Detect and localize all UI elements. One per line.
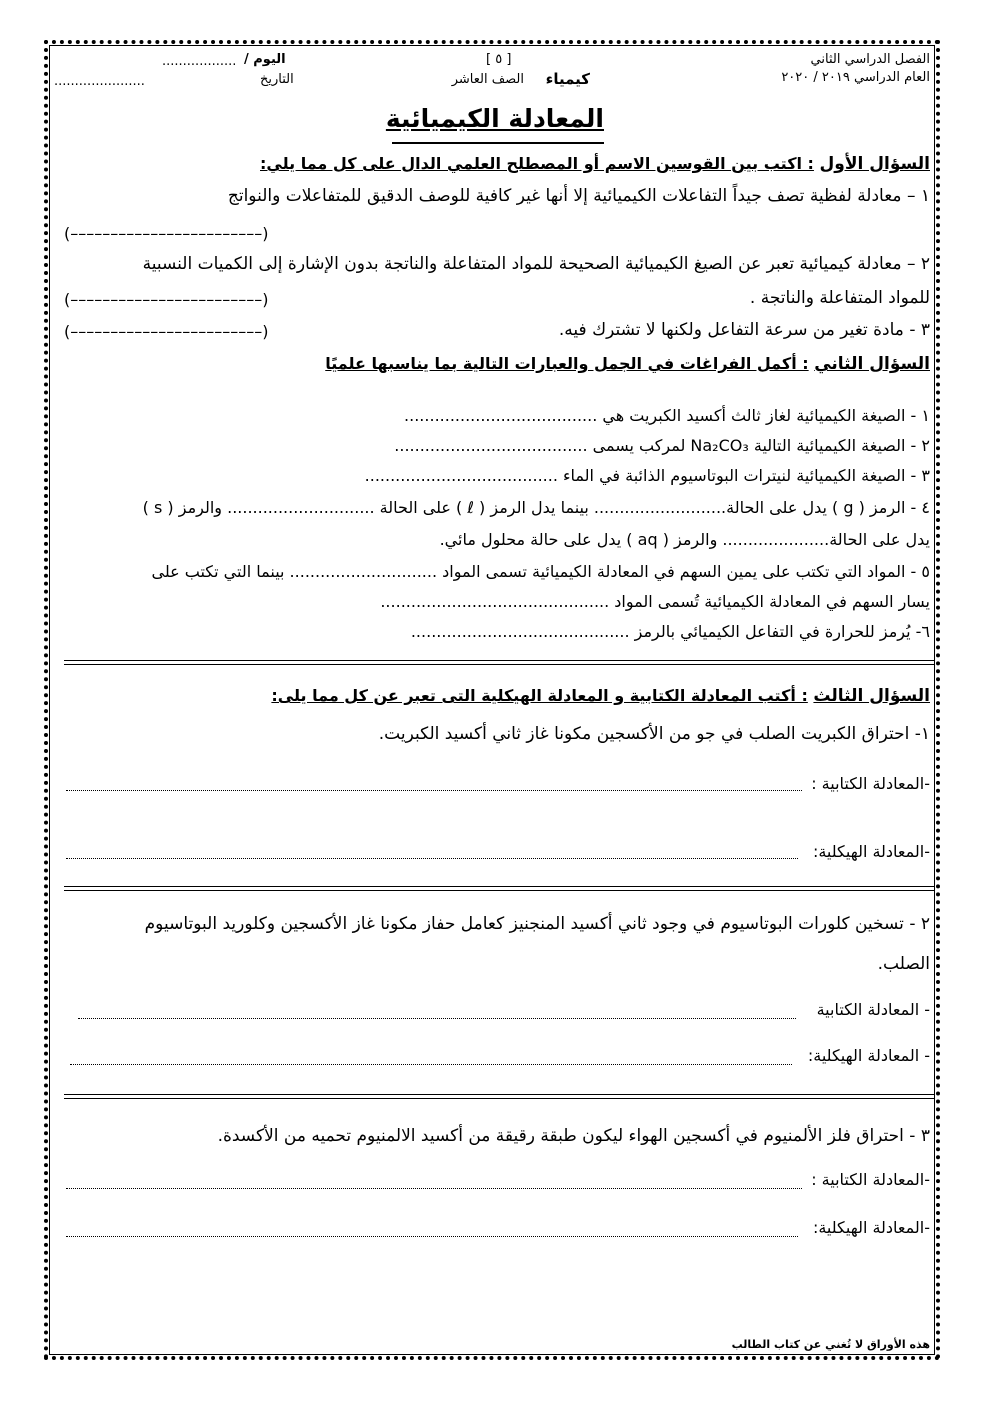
q3-item-3-written-field[interactable] — [66, 1188, 802, 1189]
grade-label: الصف العاشر — [451, 72, 524, 87]
q3-item-2-skeletal-label: - المعادلة الهيكلية: — [807, 1046, 930, 1065]
q3-item-2-written-label: - المعادلة الكتابية — [816, 1000, 930, 1019]
q3-heading — [271, 686, 930, 706]
q3-item-2-skeletal-field[interactable] — [70, 1064, 792, 1065]
q1-text: : اكتب بين القوسين الاسم أو المصطلح العلمي الدال على كل مما يلي: — [260, 154, 814, 173]
q1-item-2: ٢ – معادلة كيميائية تعبر عن الصيغ الكيميائية الصحيحة للمواد المتفاعلة والناتجة بدون الإشارة إلى الكميات النسبية — [142, 254, 930, 274]
section-divider — [64, 1094, 934, 1099]
q2-item-2: ٢ - الصيغة الكيميائية التالية Na₂CO₃ لمركب يسمى ...................................... — [394, 436, 930, 455]
q1-answer-1[interactable]: (––––––––––––––––––––––––) — [64, 224, 269, 243]
q2-heading — [325, 354, 930, 374]
date-field[interactable]: ...................... — [54, 74, 145, 89]
q3-item-2-cont: الصلب. — [877, 954, 930, 974]
subject-label: كيمياء — [545, 70, 590, 88]
title-underline — [392, 142, 604, 144]
footer-note: هذه الأوراق لا تُغني عن كتاب الطالب — [731, 1338, 930, 1351]
q3-item-2-written-field[interactable] — [78, 1018, 796, 1019]
day-label: اليوم / — [244, 52, 286, 67]
q2-item-5: ٥ - المواد التي تكتب على يمين السهم في المعادلة الكيميائية تسمى المواد ............................. بينما التي تكتب على — [151, 562, 930, 581]
q2-number: السؤال الثاني — [814, 354, 930, 374]
q3-item-3-written-label: -المعادلة الكتابية : — [811, 1170, 930, 1189]
q1-item-3: ٣ - مادة تغير من سرعة التفاعل ولكنها لا تشترك فيه. — [558, 320, 930, 340]
q1-number: السؤال الأول — [819, 154, 930, 174]
sheet-number: [ ٥ ] — [486, 52, 512, 67]
q2-item-5-cont: يسار السهم في المعادلة الكيميائية تُسمى المواد ............................................. — [380, 592, 930, 611]
q2-item-3: ٣ - الصيغة الكيميائية لنيترات البوتاسيوم الذائبة في الماء ...................................... — [364, 466, 930, 485]
page-title: المعادلة الكيميائية — [385, 104, 604, 133]
q3-item-3-skeletal-label: -المعادلة الهيكلية: — [812, 1218, 930, 1237]
q3-item-3: ٣ - احتراق فلز الألمنيوم في أكسجين الهواء ليكون طبقة رقيقة من أكسيد الالمنيوم تحميه من الأكسدة. — [217, 1126, 930, 1146]
q1-item-2-cont: للمواد المتفاعلة والناتجة . — [749, 288, 930, 308]
q3-item-1-skeletal-field[interactable] — [66, 858, 798, 859]
q1-answer-2[interactable]: (––––––––––––––––––––––––) — [64, 290, 269, 309]
q3-item-1-written-field[interactable] — [66, 790, 802, 791]
section-divider — [64, 660, 934, 665]
q2-item-4: ٤ - الرمز ( g ) يدل على الحالة.......................... بينما يدل الرمز ( ℓ ) على الحالة ............................. والرمز ( s ) — [142, 498, 930, 517]
q3-item-1-written-label: -المعادلة الكتابية : — [811, 774, 930, 793]
q3-text: : أكتب المعادلة الكتابية و المعادلة الهيكلية التى تعبر عن كل مما يلى: — [271, 686, 808, 705]
q1-item-1: ١ – معادلة لفظية تصف جيداً التفاعلات الكيميائية إلا أنها غير كافية للوصف الدقيق للمتفاعلات والنواتج — [227, 186, 930, 206]
q2-item-1: ١ - الصيغة الكيميائية لغاز ثالث أكسيد الكبريت هي ...................................... — [404, 406, 930, 425]
academic-year: العام الدراسي ٢٠١٩ / ٢٠٢٠ — [781, 70, 930, 85]
q2-item-6: ٦- يُرمز للحرارة في التفاعل الكيميائي بالرمز ........................................... — [410, 622, 930, 641]
q2-text: : أكمل الفراغات في الجمل والعبارات التالية بما يناسبها علميًا — [325, 354, 809, 373]
q3-item-1-skeletal-label: -المعادلة الهيكلية: — [812, 842, 930, 861]
q1-heading — [260, 154, 930, 174]
q3-item-1: ١- احتراق الكبريت الصلب في جو من الأكسجين مكونا غاز ثاني أكسيد الكبريت. — [378, 724, 930, 744]
q3-number: السؤال الثالث — [813, 686, 930, 706]
q3-item-3-skeletal-field[interactable] — [66, 1236, 798, 1237]
date-label: التاريخ — [260, 72, 294, 87]
q3-item-2: ٢ - تسخين كلورات البوتاسيوم في وجود ثاني أكسيد المنجنيز كعامل حفاز مكونا غاز الأكسجين وكلوريد البوتاسيوم — [144, 914, 930, 934]
q2-item-4-cont: يدل على الحالة..................... والرمز ( aq ) يدل على حالة محلول مائي. — [439, 530, 930, 549]
q1-answer-3[interactable]: (––––––––––––––––––––––––) — [64, 322, 269, 341]
section-divider — [64, 886, 934, 891]
semester-label: الفصل الدراسي الثاني — [810, 52, 930, 67]
day-field[interactable]: .................. — [162, 54, 237, 69]
